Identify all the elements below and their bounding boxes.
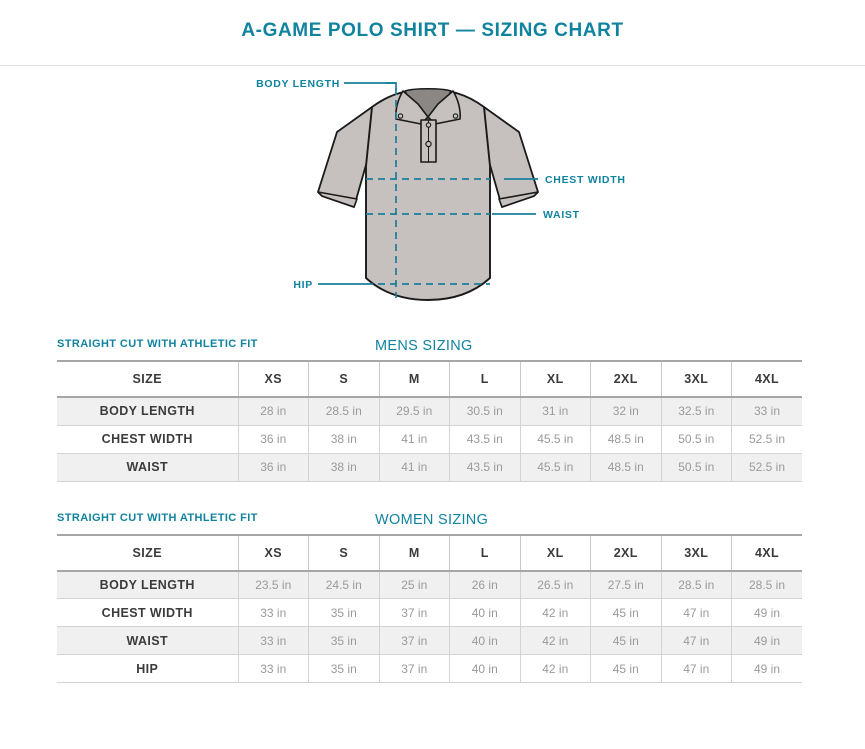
mens-sizing-table [57, 360, 802, 482]
table-cell: 40 in [450, 655, 521, 683]
mens-col-header: XL [520, 361, 591, 397]
mens-col-header: 3XL [661, 361, 732, 397]
table-row [57, 627, 802, 655]
table-row [57, 571, 802, 599]
women-table-head [57, 535, 802, 571]
table-cell: 48.5 in [591, 425, 662, 453]
women-sizing-table [57, 534, 802, 684]
section-gap [0, 482, 865, 512]
table-cell: 43.5 in [450, 425, 521, 453]
table-cell: 35 in [309, 599, 380, 627]
table-cell: 36 in [238, 425, 309, 453]
table-cell: 42 in [520, 655, 591, 683]
table-cell: 52.5 in [732, 425, 803, 453]
mens-table-head [57, 361, 802, 397]
shirt-illustration [318, 89, 538, 300]
label-chest-width: CHEST WIDTH [545, 174, 626, 186]
row-attribute: CHEST WIDTH [57, 599, 238, 627]
table-row [57, 655, 802, 683]
table-cell: 45 in [591, 599, 662, 627]
table-cell: 38 in [309, 425, 380, 453]
women-col-header: 3XL [661, 535, 732, 571]
table-cell: 41 in [379, 425, 450, 453]
table-cell: 31 in [520, 397, 591, 425]
table-cell: 33 in [732, 397, 803, 425]
table-cell: 37 in [379, 655, 450, 683]
table-cell: 28.5 in [661, 571, 732, 599]
row-attribute: WAIST [57, 453, 238, 481]
table-row [57, 599, 802, 627]
row-attribute: WAIST [57, 627, 238, 655]
women-col-header: 4XL [732, 535, 803, 571]
mens-caption-row [57, 338, 802, 360]
table-cell: 36 in [238, 453, 309, 481]
table-cell: 23.5 in [238, 571, 309, 599]
table-cell: 40 in [450, 627, 521, 655]
table-cell: 47 in [661, 655, 732, 683]
table-cell: 52.5 in [732, 453, 803, 481]
mens-col-header: 2XL [591, 361, 662, 397]
mens-fit-label: STRAIGHT CUT WITH ATHLETIC FIT [57, 338, 258, 350]
women-sizing-block [57, 512, 802, 684]
table-cell: 49 in [732, 627, 803, 655]
table-cell: 33 in [238, 655, 309, 683]
table-cell: 48.5 in [591, 453, 662, 481]
table-cell: 40 in [450, 599, 521, 627]
table-cell: 45 in [591, 627, 662, 655]
polo-shirt-svg [0, 66, 865, 338]
women-header-row [57, 535, 802, 571]
table-cell: 49 in [732, 599, 803, 627]
row-attribute: BODY LENGTH [57, 397, 238, 425]
label-waist: WAIST [543, 209, 580, 221]
label-hip: HIP [293, 279, 313, 291]
table-cell: 50.5 in [661, 453, 732, 481]
table-cell: 45.5 in [520, 425, 591, 453]
mens-col-header: SIZE [57, 361, 238, 397]
mens-col-header: XS [238, 361, 309, 397]
women-table-body [57, 571, 802, 683]
table-cell: 32 in [591, 397, 662, 425]
table-cell: 49 in [732, 655, 803, 683]
table-cell: 42 in [520, 599, 591, 627]
table-cell: 29.5 in [379, 397, 450, 425]
women-col-header: M [379, 535, 450, 571]
table-cell: 33 in [238, 627, 309, 655]
table-row [57, 397, 802, 425]
mens-col-header: 4XL [732, 361, 803, 397]
women-col-header: XL [520, 535, 591, 571]
table-cell: 35 in [309, 655, 380, 683]
women-caption-row [57, 512, 802, 534]
women-fit-label: STRAIGHT CUT WITH ATHLETIC FIT [57, 511, 258, 524]
table-cell: 32.5 in [661, 397, 732, 425]
label-body-length: BODY LENGTH [256, 78, 340, 90]
table-cell: 28 in [238, 397, 309, 425]
table-cell: 28.5 in [732, 571, 803, 599]
table-cell: 26.5 in [520, 571, 591, 599]
row-attribute: HIP [57, 655, 238, 683]
page-title: A-GAME POLO SHIRT — SIZING CHART [241, 20, 624, 41]
mens-section-label: MENS SIZING [375, 338, 473, 354]
table-row [57, 453, 802, 481]
table-cell: 47 in [661, 599, 732, 627]
women-section-label: WOMEN SIZING [375, 511, 489, 528]
table-cell: 30.5 in [450, 397, 521, 425]
table-cell: 25 in [379, 571, 450, 599]
table-row [57, 425, 802, 453]
table-cell: 38 in [309, 453, 380, 481]
mens-col-header: S [309, 361, 380, 397]
table-cell: 24.5 in [309, 571, 380, 599]
table-cell: 43.5 in [450, 453, 521, 481]
mens-table-body [57, 397, 802, 481]
table-cell: 41 in [379, 453, 450, 481]
table-cell: 37 in [379, 627, 450, 655]
women-col-header: 2XL [591, 535, 662, 571]
table-cell: 45.5 in [520, 453, 591, 481]
women-col-header: XS [238, 535, 309, 571]
mens-sizing-block [57, 338, 802, 482]
row-attribute: BODY LENGTH [57, 571, 238, 599]
polo-shirt-diagram [0, 66, 865, 338]
mens-col-header: L [450, 361, 521, 397]
table-cell: 37 in [379, 599, 450, 627]
table-cell: 50.5 in [661, 425, 732, 453]
women-col-header: S [309, 535, 380, 571]
women-col-header: L [450, 535, 521, 571]
table-cell: 28.5 in [309, 397, 380, 425]
table-cell: 35 in [309, 627, 380, 655]
table-cell: 26 in [450, 571, 521, 599]
table-cell: 27.5 in [591, 571, 662, 599]
row-attribute: CHEST WIDTH [57, 425, 238, 453]
table-cell: 45 in [591, 655, 662, 683]
mens-col-header: M [379, 361, 450, 397]
table-cell: 33 in [238, 599, 309, 627]
women-col-header: SIZE [57, 535, 238, 571]
mens-header-row [57, 361, 802, 397]
table-cell: 47 in [661, 627, 732, 655]
table-cell: 42 in [520, 627, 591, 655]
